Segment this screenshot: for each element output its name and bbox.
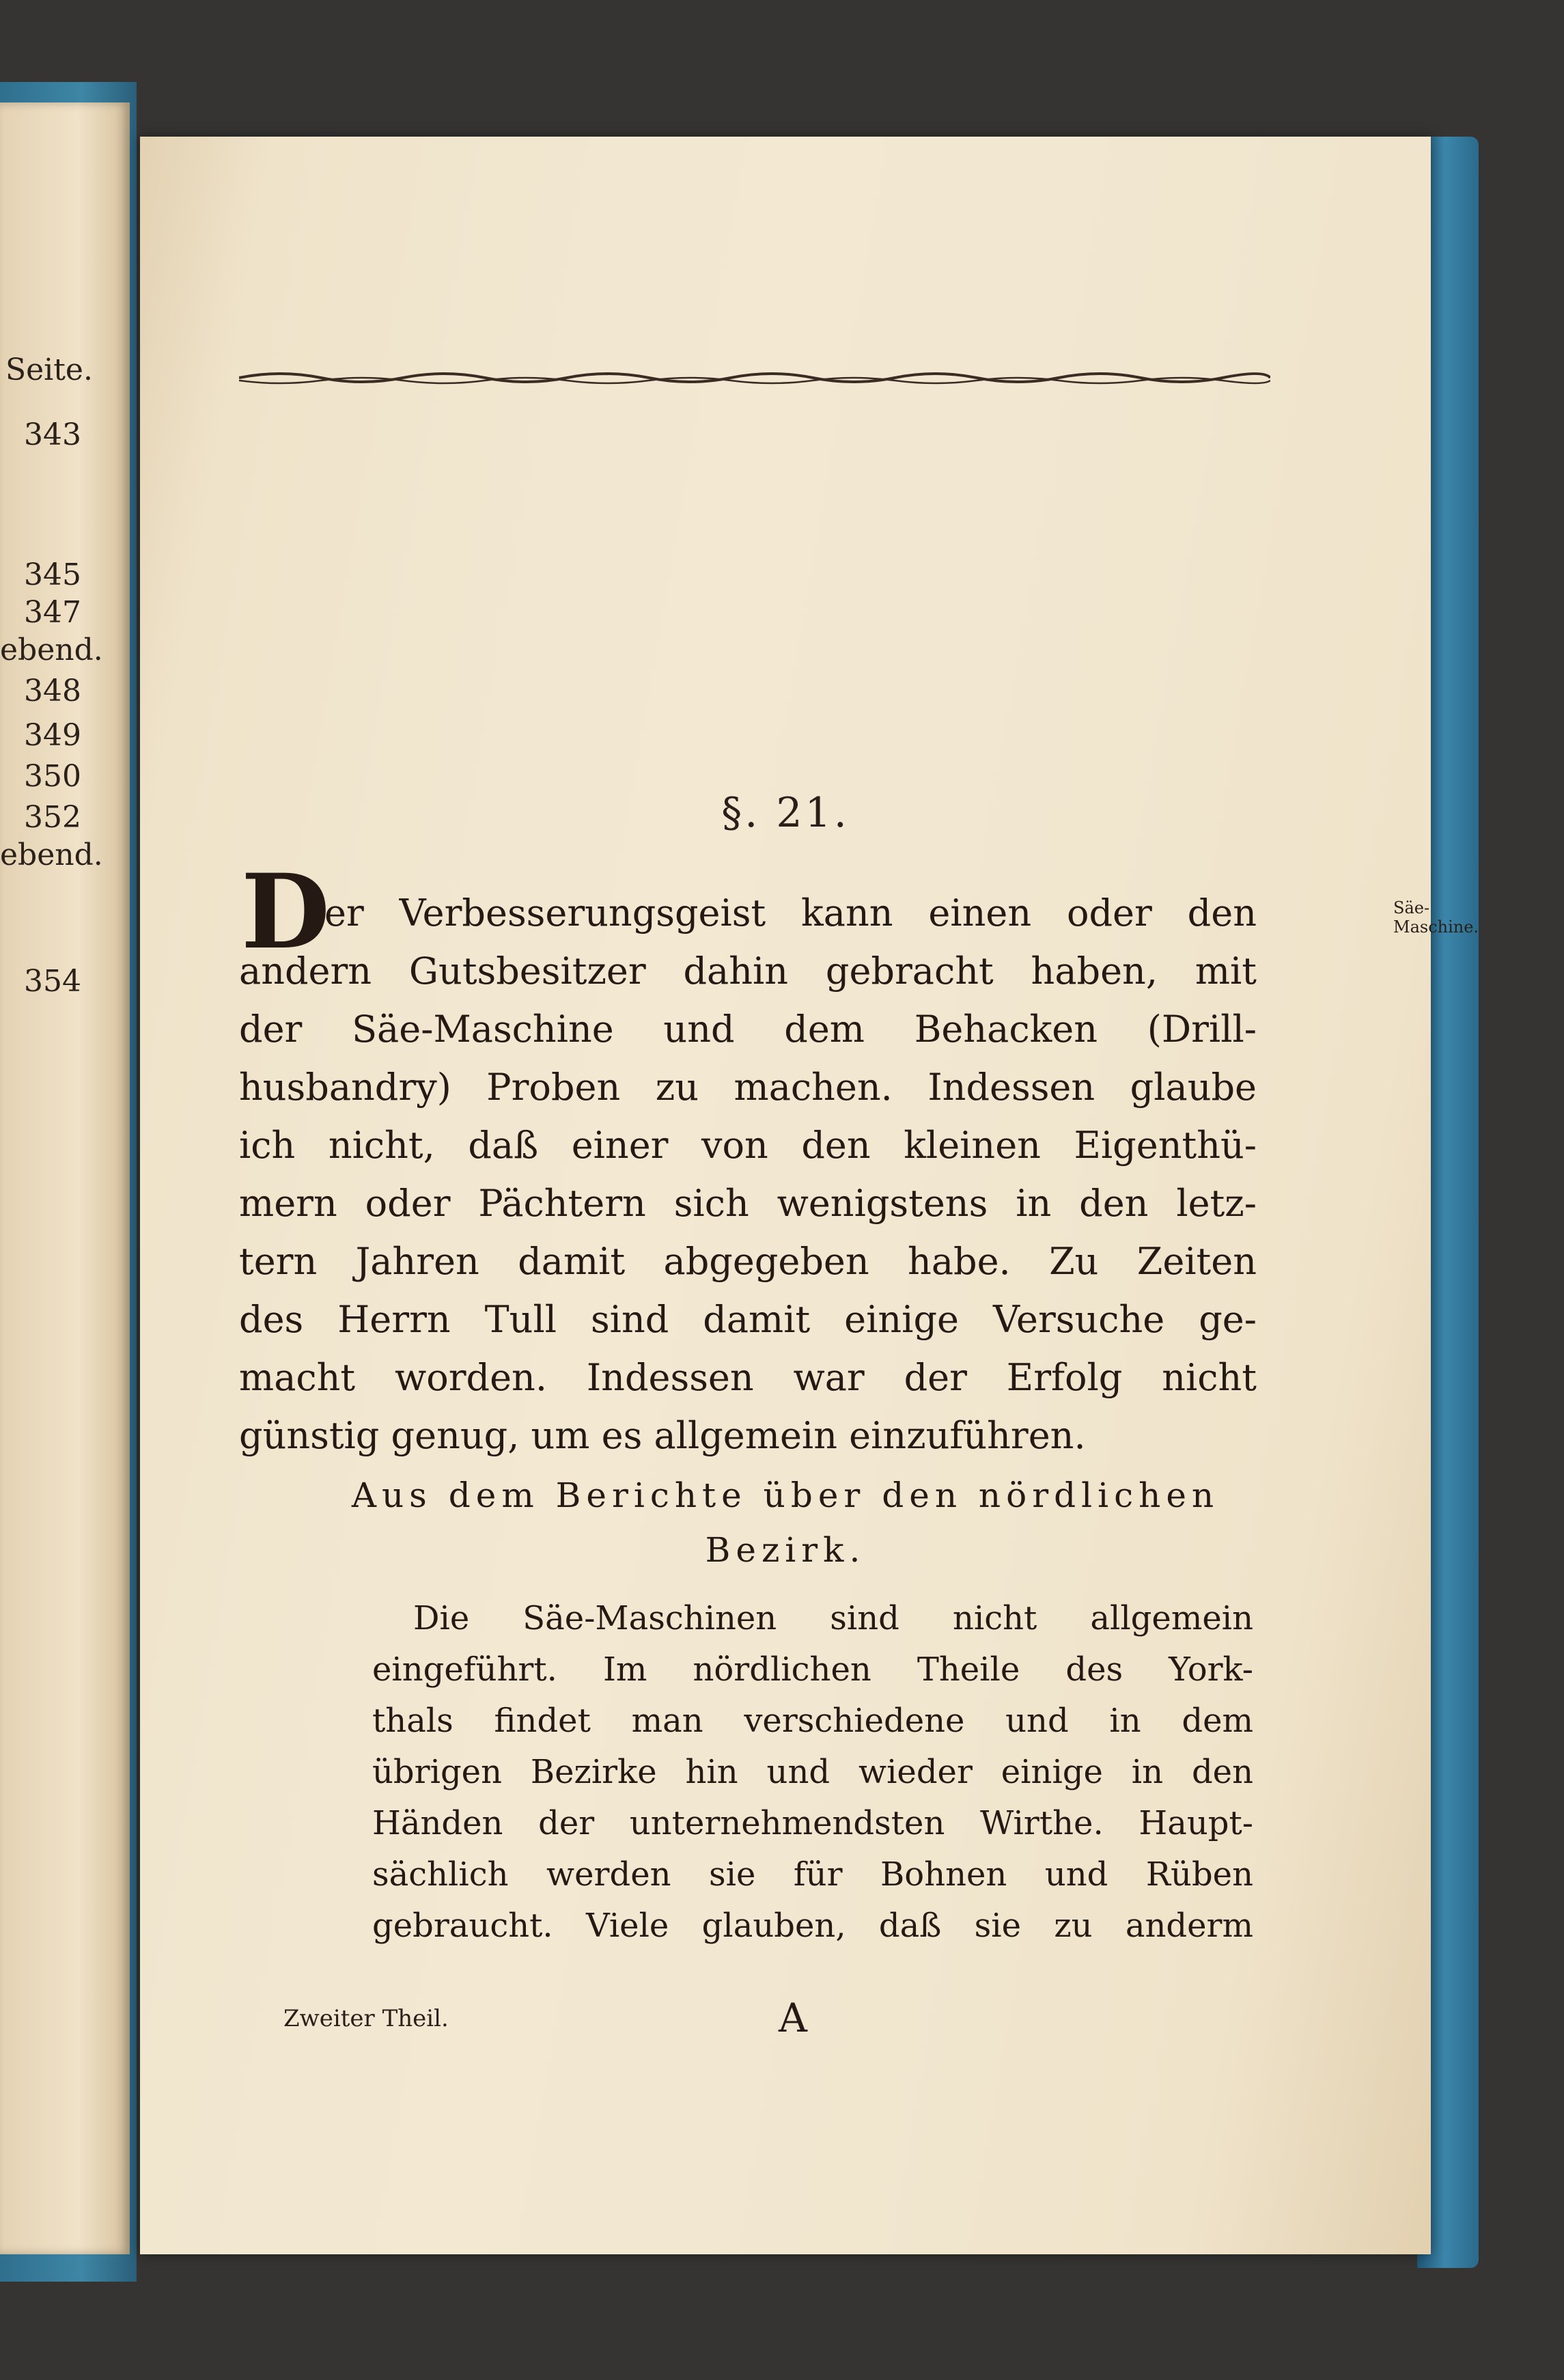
left-page-number: 354 [24, 964, 81, 999]
left-page-number: 345 [24, 557, 81, 592]
book-page [140, 137, 1479, 2254]
left-page-number: 343 [24, 417, 81, 452]
subheading: Bezirk. [705, 1530, 866, 1570]
section-heading: §. 21. [721, 789, 850, 837]
quote-line: eingeführt. Im nördlichen Theile des York- [372, 1650, 1253, 1689]
left-page-number: ebend. [0, 838, 103, 872]
body-line: macht worden. Indessen war der Erfolg nicht [239, 1356, 1257, 1399]
left-page-number: ebend. [0, 633, 103, 667]
left-page-number: 352 [24, 800, 81, 835]
quote-line: übrigen Bezirke hin und wieder einige in den [372, 1753, 1253, 1791]
subheading: Aus dem Berichte über den nördlichen [351, 1476, 1220, 1515]
left-page-number: 350 [24, 759, 81, 794]
left-page-number: 347 [24, 595, 81, 630]
body-line: günstig genug, um es allgemein einzuführen. [239, 1414, 1086, 1457]
quote-line: Die Säe-Maschinen sind nicht allgemein [413, 1599, 1253, 1637]
margin-note [1393, 898, 1496, 937]
margin-note-line: Maschine. [1393, 917, 1479, 937]
left-page-number: 348 [24, 674, 81, 708]
body-line: der Säe-Maschine und dem Behacken (Drill- [239, 1008, 1257, 1051]
footer-signature-mark: A [779, 1995, 807, 2041]
quote-line: thals findet man verschiedene und in dem [372, 1702, 1253, 1740]
footer-signature: Zweiter Theil. [283, 2005, 449, 2032]
left-page-header: Seite. [5, 352, 93, 387]
body-line: er Verbesserungsgeist kann einen oder den [324, 891, 1257, 935]
drop-cap: D [241, 852, 331, 972]
body-line: des Herrn Tull sind damit einige Versuche ge- [239, 1298, 1257, 1341]
body-line: husbandry) Proben zu machen. Indessen glaube [239, 1066, 1257, 1109]
quote-line: Händen der unternehmendsten Wirthe. Haupt- [372, 1804, 1253, 1842]
left-page [0, 102, 130, 2254]
ornamental-rule [239, 365, 1270, 390]
body-line: tern Jahren damit abgegeben habe. Zu Zeiten [239, 1240, 1257, 1283]
quote-line: sächlich werden sie für Bohnen und Rüben [372, 1855, 1253, 1894]
body-line: mern oder Pächtern sich wenigstens in den letz- [239, 1182, 1257, 1225]
quote-line: gebraucht. Viele glauben, daß sie zu anderm [372, 1907, 1253, 1945]
body-line: andern Gutsbesitzer dahin gebracht haben, mit [239, 950, 1257, 993]
left-page-number: 349 [24, 718, 81, 753]
margin-note-line: Säe- [1393, 898, 1430, 917]
body-line: ich nicht, daß einer von den kleinen Eigenthü- [239, 1124, 1257, 1167]
